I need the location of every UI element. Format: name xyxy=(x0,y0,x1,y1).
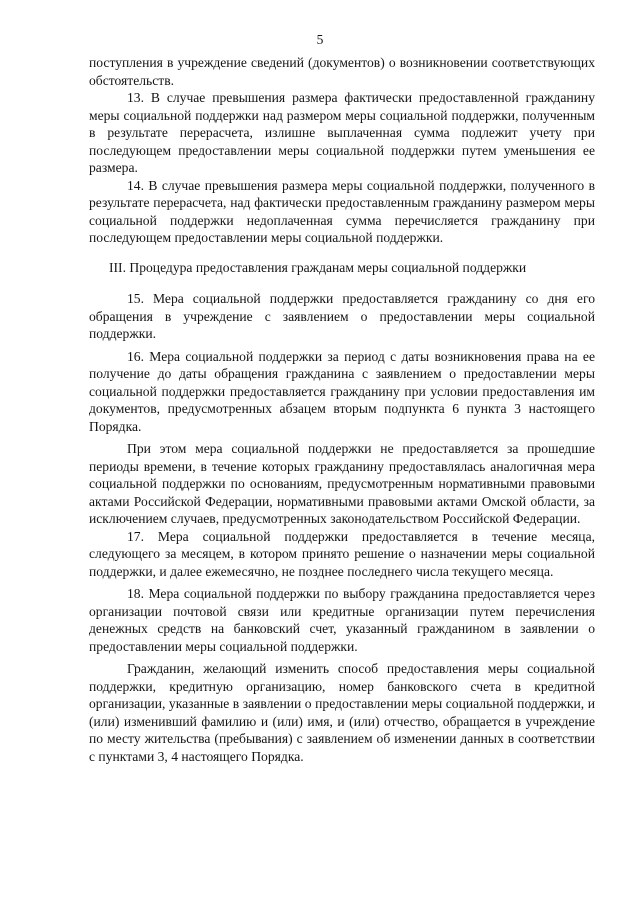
page-number: 5 xyxy=(316,32,324,47)
paragraph-16-continued: При этом мера социальной поддержки не предоставляется за прошедшие периоды времени, в течение которых гражданину предоставлялась аналогичная мера социальной поддержки по основаниям, предусмотренным нормативными правовыми актами Российской Федерации, нормативными правовыми актами Омской области, за исключением случаев, предусмотренных законодательством Российской Федерации. xyxy=(89,441,595,526)
paragraph-17: 17. Мера социальной поддержки предоставляется в течение месяца, следующего за месяцем, в котором принято решение о назначении меры социальной поддержки, и далее ежемесячно, не позднее последнего числа текущего месяца. xyxy=(89,528,595,579)
paragraph-15: 15. Мера социальной поддержки предоставляется гражданину со дня его обращения в учреждение с заявлением о предоставлении меры социальной поддержки. xyxy=(89,291,595,341)
document-body xyxy=(89,54,595,765)
paragraph-13: 13. В случае превышения размера фактически предоставленной гражданину меры социальной поддержки над размером меры социальной поддержки, полученным в результате перерасчета, излишне выплаченная сумма подлежит учету при последующем предоставлении меры социальной поддержки путем уменьшения ее размера. xyxy=(89,90,595,175)
paragraph-14: 14. В случае превышения размера меры социальной поддержки, полученного в результате перерасчета, над фактически предоставленным гражданину размером меры социальной поддержки недоплаченная сумма перечисляется гражданину при последующем предоставлении меры социальной поддержки. xyxy=(89,177,595,245)
paragraph-continuation: поступления в учреждение сведений (документов) о возникновении соответствующих обстоятельств. xyxy=(89,55,595,88)
paragraph-16: 16. Мера социальной поддержки за период с даты возникновения права на ее получение до даты обращения гражданина с заявлением о предоставлении меры социальной поддержки предоставляется гражданину при условии предоставления им документов, предусмотренных абзацем вторым подпункта 6 пункта 3 настоящего Порядка. xyxy=(89,348,595,434)
paragraph-18-continued: Гражданин, желающий изменить способ предоставления меры социальной поддержки, кредитную организацию, номер банковского счета в кредитной организации, указанные в заявлении о предоставлении меры социальной поддержки, и (или) изменивший фамилию и (или) имя, и (или) отчество, обращается в учреждение по месту жительства (пребывания) с заявлением об изменении данных в соответствии с пунктами 3, 4 настоящего Порядка. xyxy=(89,661,595,764)
paragraph-18: 18. Мера социальной поддержки по выбору гражданина предоставляется через организации почтовой связи или кредитные организации путем перечисления денежных средств на банковский счет, указанный гражданином в заявлении о предоставлении меры социальной поддержки. xyxy=(89,586,595,654)
section-heading: III. Процедура предоставления гражданам меры социальной поддержки xyxy=(109,259,527,275)
